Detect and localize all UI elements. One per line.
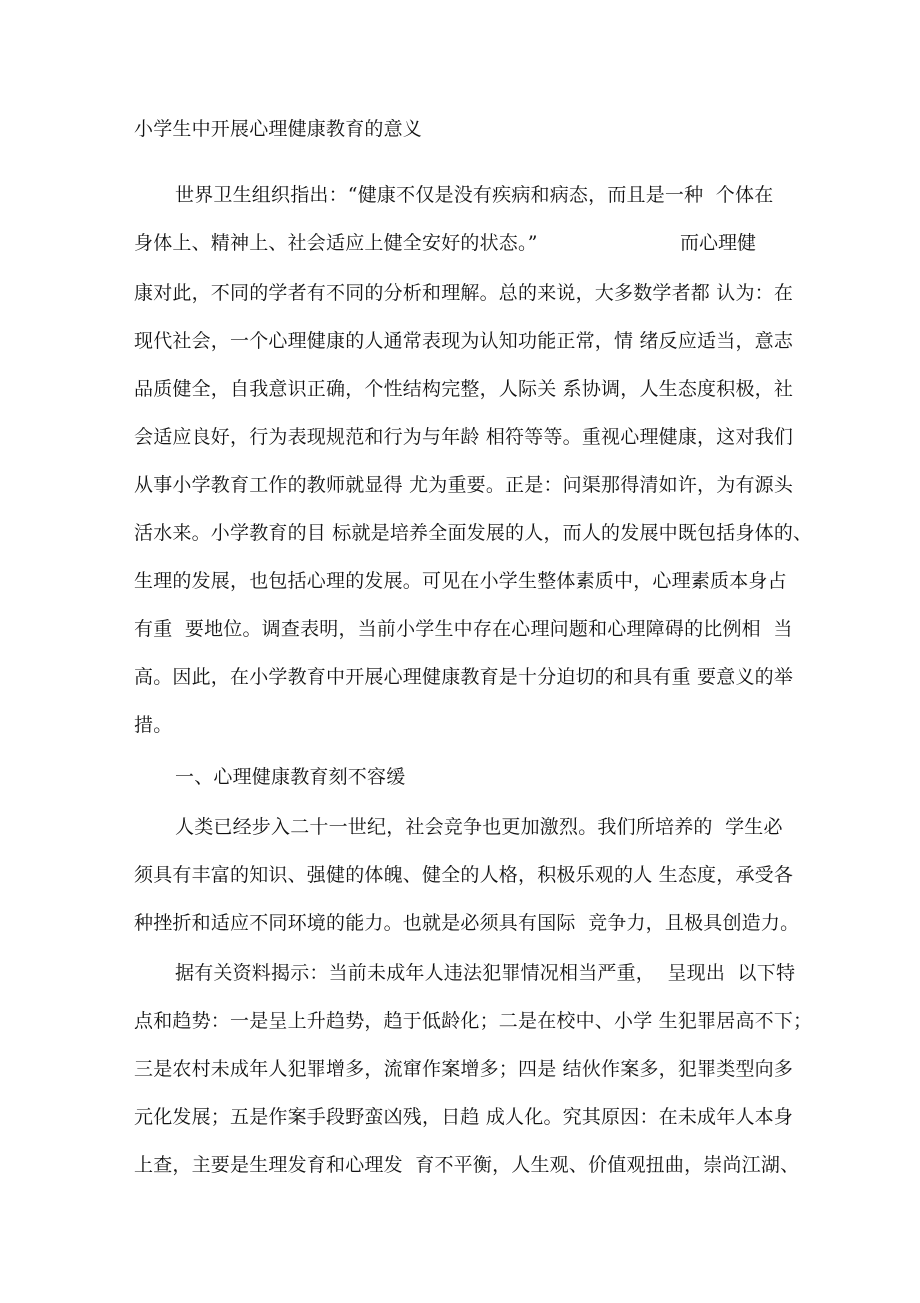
paragraph3-line4: 元化发展；五是作案手段野蛮凶残，日趋 成人化。究其原因：在未成年人本身 xyxy=(134,1106,794,1128)
paragraph2-line3: 种挫折和适应不同环境的能力。也就是必须具有国际 竞争力，且极具创造力。 xyxy=(134,912,800,934)
paragraph2-line2: 须具有丰富的知识、强健的体魄、健全的人格，积极乐观的人 生态度，承受各 xyxy=(134,864,794,886)
paragraph1-line11: 高。因此，在小学教育中开展心理健康教育是十分迫切的和具有重 要意义的举 xyxy=(134,666,794,688)
paragraph1-line2: 身体上、精神上、社会适应上健全安好的状态。” xyxy=(134,232,538,254)
paragraph1-line12: 措。 xyxy=(134,714,173,736)
paragraph1-line9: 生理的发展，也包括心理的发展。可见在小学生整体素质中，心理素质本身占 xyxy=(134,570,787,592)
paragraph1-line5: 品质健全，自我意识正确，个性结构完整，人际关 系协调，人生态度积极，社 xyxy=(134,378,794,400)
paragraph1-line7: 从事小学教育工作的教师就显得 尤为重要。正是：问渠那得清如许，为有源头 xyxy=(134,474,794,496)
paragraph3-line2: 点和趋势：一是呈上升趋势，趋于低龄化；二是在校中、小学 生犯罪居高不下； xyxy=(134,1010,813,1032)
paragraph1-line2-right: 而心理健 xyxy=(680,232,757,254)
paragraph1-line1: 世界卫生组织指出：“健康不仅是没有疾病和病态，而且是一种 个体在 xyxy=(175,184,774,206)
paragraph1-line4: 现代社会，一个心理健康的人通常表现为认知功能正常，情 绪反应适当，意志 xyxy=(134,330,794,352)
paragraph2-line1: 人类已经步入二十一世纪，社会竞争也更加激烈。我们所培养的 学生必 xyxy=(175,816,783,838)
document-title: 小学生中开展心理健康教育的意义 xyxy=(134,118,423,140)
paragraph3-line3: 三是农村未成年人犯罪增多，流窜作案增多；四是 结伙作案多，犯罪类型向多 xyxy=(134,1058,794,1080)
paragraph1-line6: 会适应良好，行为表现规范和行为与年龄 相符等等。重视心理健康，这对我们 xyxy=(134,426,794,448)
paragraph1-line8: 活水来。小学教育的目 标就是培养全面发展的人，而人的发展中既包括身体的、 xyxy=(134,522,813,544)
paragraph3-line5: 上查，主要是生理发育和心理发 育不平衡，人生观、价值观扭曲，崇尚江湖、 xyxy=(134,1154,800,1176)
paragraph1-line3: 康对此，不同的学者有不同的分析和理解。总的来说，大多数学者都 认为：在 xyxy=(134,282,794,304)
section1-heading: 一、心理健康教育刻不容缓 xyxy=(175,766,406,788)
paragraph3-line1: 据有关资料揭示：当前未成年人违法犯罪情况相当严重， 呈现出 以下特 xyxy=(175,962,796,984)
paragraph1-line10: 有重 要地位。调查表明，当前小学生中存在心理问题和心理障碍的比例相 当 xyxy=(134,618,793,640)
